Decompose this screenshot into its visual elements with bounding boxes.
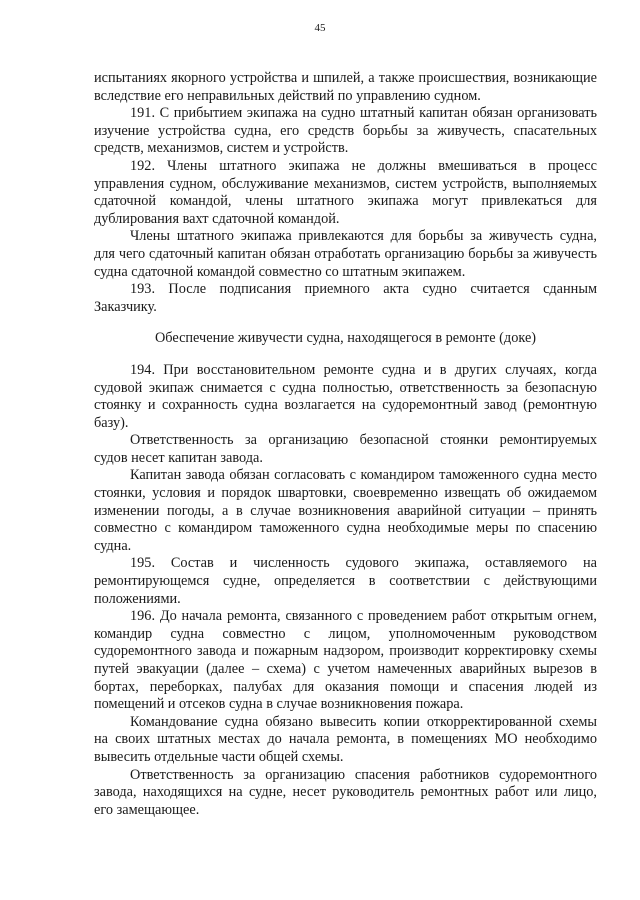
text-line: помещений и отсеков судна в случае возникновения пожара.	[94, 696, 464, 713]
text-line: 192. Члены штатного экипажа не должны вмешиваться в процесс	[130, 157, 597, 174]
text-line: 195. Состав и численность судового экипажа, оставляемого на	[130, 555, 597, 572]
text-line: испытаниях якорного устройства и шпилей, а также происшествия, возникающие	[94, 70, 597, 86]
text-line: Ответственность за организацию спасения работников судоремонтного	[130, 766, 597, 783]
text-line: завода, находящихся на судне, несет руководитель ремонтных работ или лицо,	[94, 784, 597, 801]
text-line: Ответственность за организацию безопасной стоянки ремонтируемых	[130, 432, 597, 449]
text-line: Члены штатного экипажа привлекаются для борьбы за живучесть судна,	[130, 228, 597, 245]
text-line: Командование судна обязано вывесить копии откорректированной схемы	[130, 713, 597, 730]
text-line: базу).	[94, 414, 129, 431]
text-line: управления судном, обслуживание механизмов, систем устройств, выполняемых	[94, 175, 597, 192]
text-line: судов несет капитан завода.	[94, 449, 263, 466]
text-line: его замещающее.	[94, 801, 200, 818]
text-line: сдаточной командой, члены штатного экипажа могут привлекаться для	[94, 193, 597, 210]
text-line: совместно с командиром таможенного судна необходимые меры по спасению	[94, 520, 597, 537]
text-line: судоремонтного завода и пожарным надзором, производит корректировку схемы	[94, 643, 597, 660]
text-line: командир судна совместно с лицом, уполномоченным руководством	[94, 625, 597, 642]
text-line: положениями.	[94, 590, 181, 607]
text-line: средств, механизмов, систем и устройств.	[94, 140, 349, 157]
text-line: 194. При восстановительном ремонте судна и в других случаях, когда	[130, 361, 597, 378]
text-line: вывесить отдельные части общей схемы.	[94, 748, 344, 765]
text-line: ремонтирующемся судне, определяется в соответствии с действующими	[94, 573, 597, 590]
text-line: бортах, переборках, палубах для оказания помощи и спасения людей из	[94, 678, 597, 695]
section-heading: Обеспечение живучести судна, находящегося в ремонте (доке)	[154, 330, 537, 347]
text-line: судна сдаточной командой совместно со штатным экипажем.	[94, 263, 466, 280]
text-line: 193. После подписания приемного акта судно считается сданным	[130, 281, 597, 298]
text-line: изменении погоды, а в случае возникновения аварийной ситуации – принять	[94, 502, 597, 519]
text-line: изучение устройства судна, его средств борьбы за живучесть, спасательных	[94, 122, 597, 139]
text-line: на своих штатных местах до начала ремонта, в помещениях МО необходимо	[94, 731, 597, 748]
text-line: 191. С прибытием экипажа на судно штатный капитан обязан организовать	[130, 105, 597, 122]
text-line: путей эвакуации (далее – схема) с учетом намеченных аварийных вырезов в	[94, 661, 597, 677]
body-text	[94, 70, 597, 819]
text-line: для чего сдаточный капитан обязан отработать организацию борьбы за живучесть	[94, 245, 597, 262]
text-line: Капитан завода обязан согласовать с командиром таможенного судна место	[130, 467, 597, 484]
text-line: вследствие его неправильных действий по управлению судном.	[94, 87, 481, 104]
text-line: 196. До начала ремонта, связанного с проведением работ открытым огнем,	[130, 608, 597, 625]
text-line: судна.	[94, 537, 132, 554]
page-number: 45	[314, 22, 326, 34]
text-line: дублирования вахт сдаточной командой.	[94, 210, 340, 227]
text-line: стоянку и сохранность судна возлагается на судоремонтный завод (ремонтную	[94, 397, 597, 414]
text-line: Заказчику.	[94, 298, 157, 315]
text-line: стоянки, условия и порядок швартовки, своевременно извещать об ожидаемом	[94, 485, 597, 502]
text-line: судовой экипаж снимается с судна полностью, ответственность за безопасную	[94, 379, 597, 396]
